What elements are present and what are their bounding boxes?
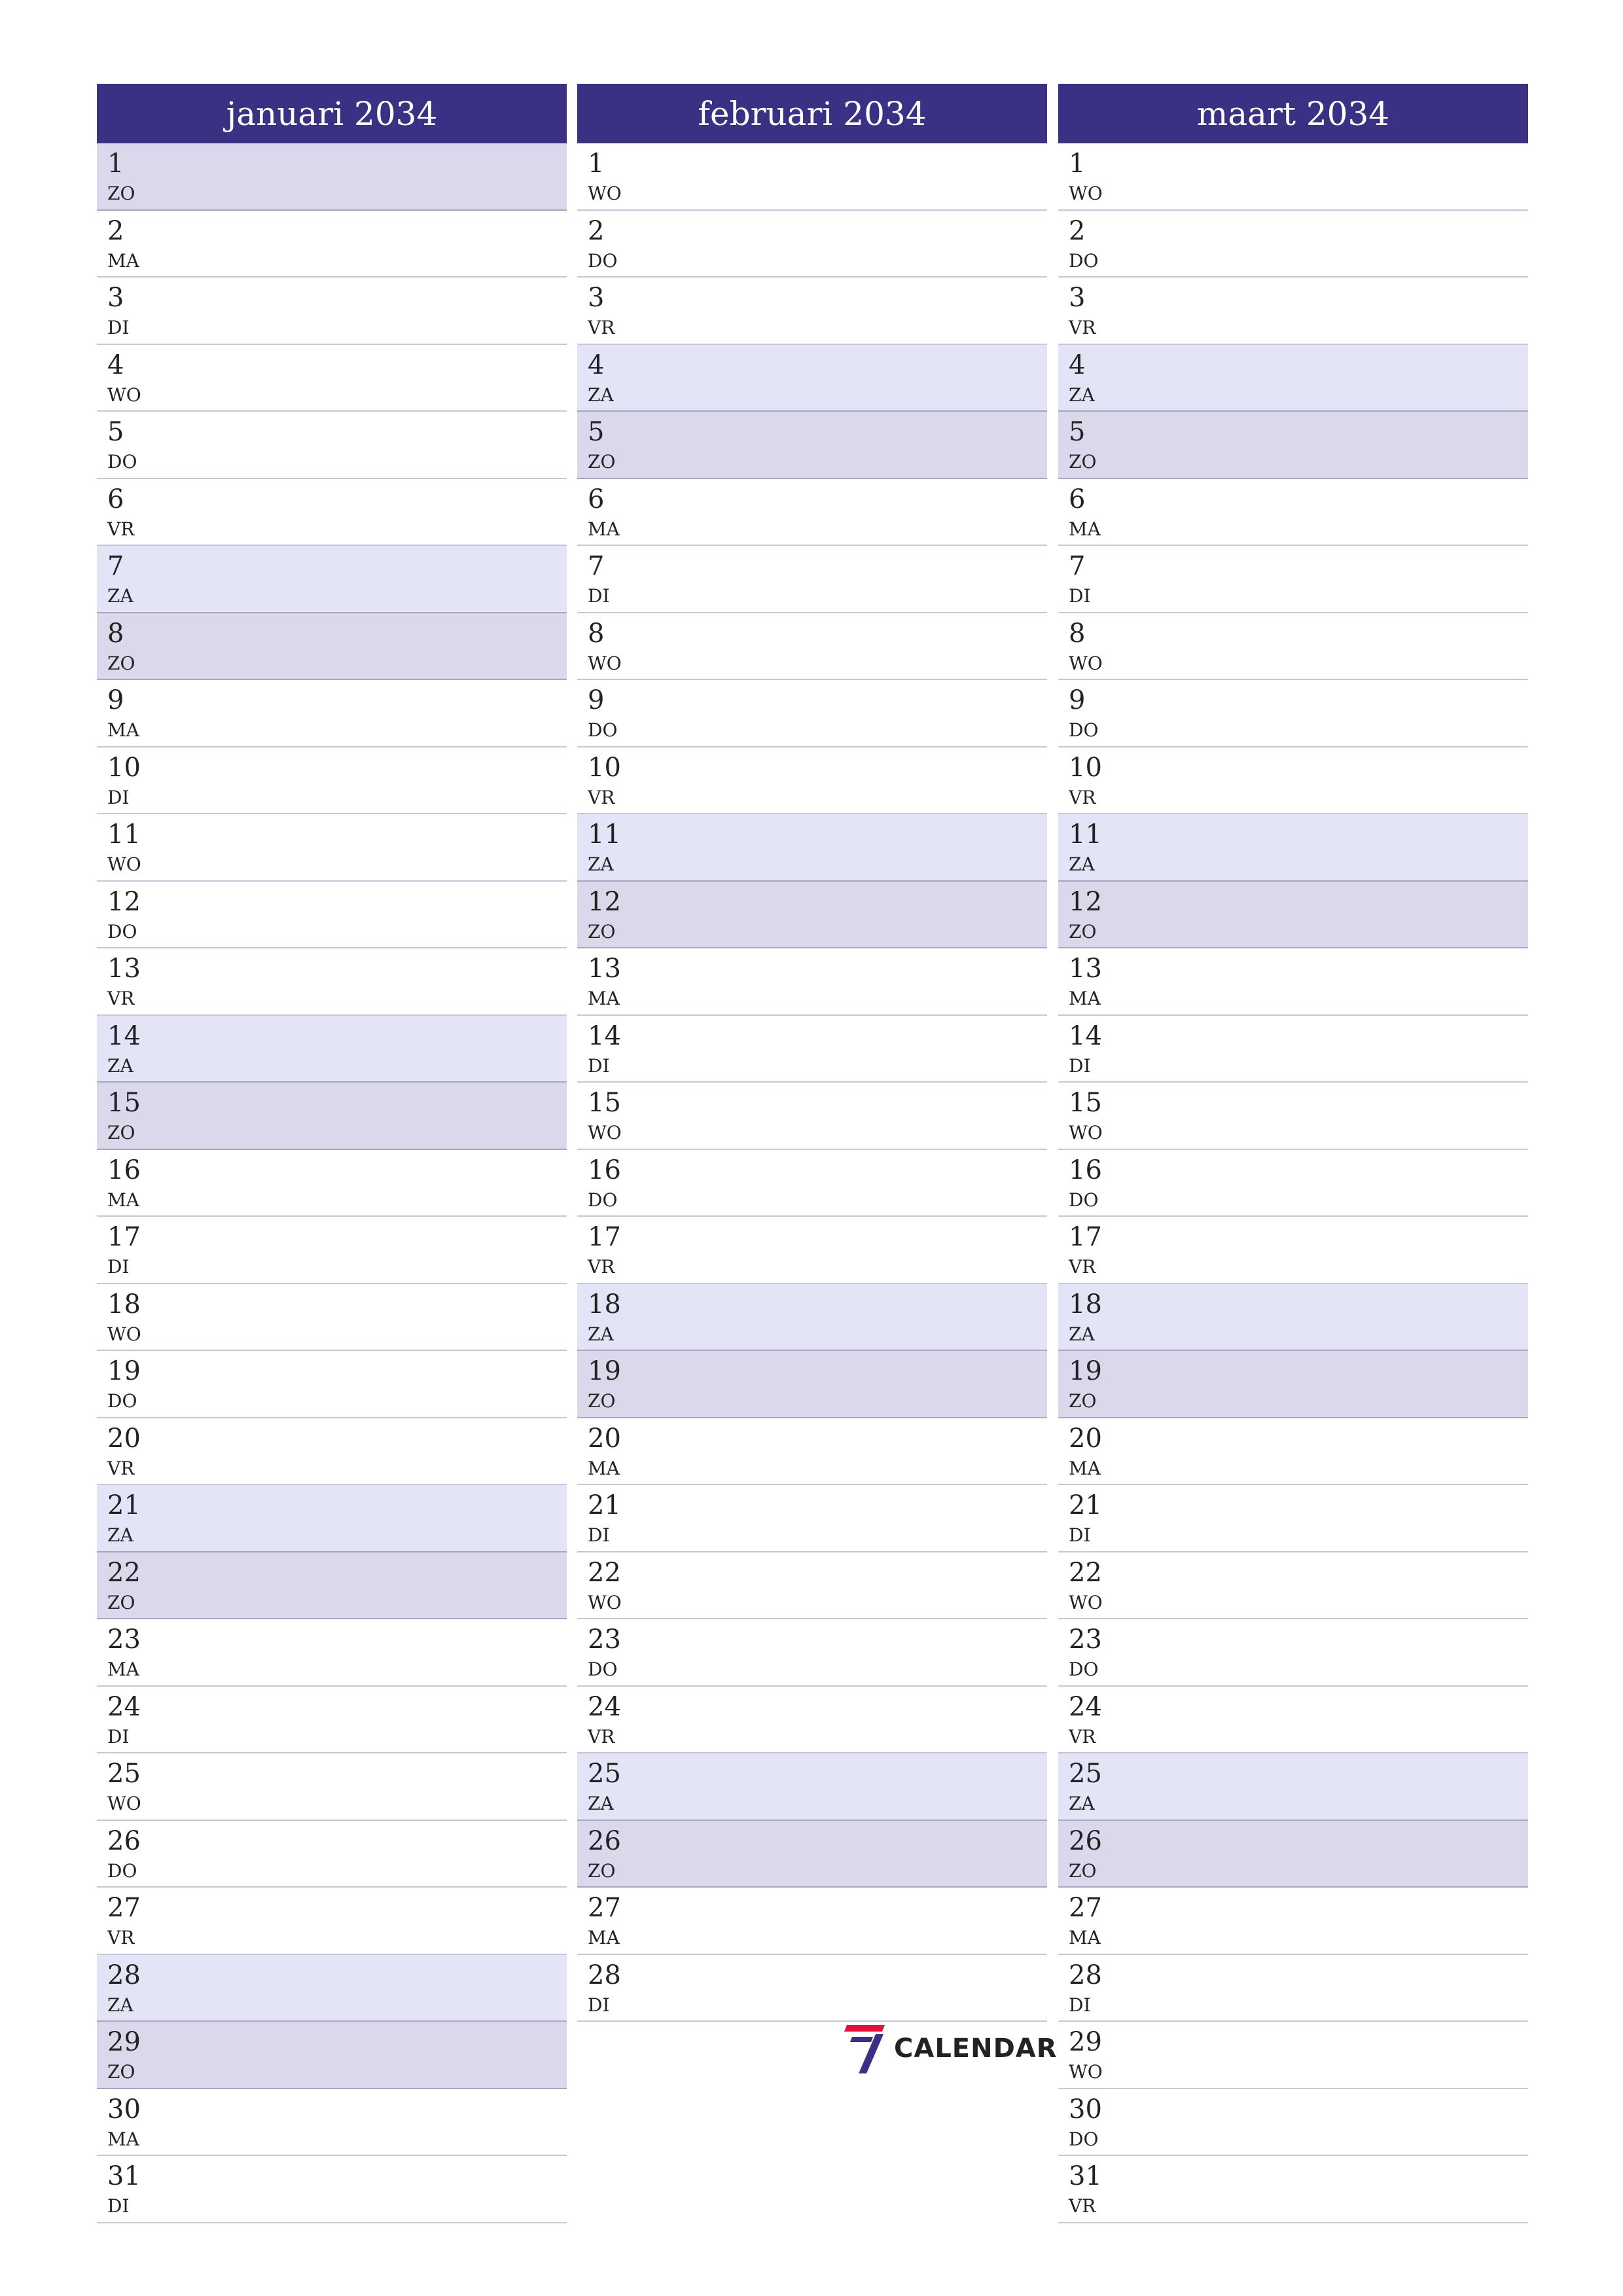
day-row (1058, 1485, 1528, 1552)
weekday-label: DI (1069, 1054, 1091, 1077)
day-number: 23 (588, 1624, 621, 1655)
day-number: 26 (1069, 1825, 1102, 1856)
day-row (577, 814, 1047, 882)
day-number: 16 (1069, 1155, 1102, 1185)
day-row (1058, 211, 1528, 278)
weekday-label: DO (1069, 719, 1099, 741)
day-row (577, 613, 1047, 681)
weekday-label: ZA (107, 1524, 134, 1546)
day-number: 12 (107, 886, 141, 917)
day-number: 12 (588, 886, 621, 917)
day-row (1058, 278, 1528, 345)
weekday-label: DO (107, 451, 137, 473)
day-number: 25 (1069, 1759, 1102, 1789)
day-number: 3 (107, 283, 124, 313)
weekday-label: VR (107, 1927, 135, 1948)
day-number: 13 (1069, 954, 1102, 984)
day-number: 28 (588, 1960, 621, 1990)
day-row (577, 1687, 1047, 1754)
day-row (97, 1016, 567, 1083)
day-number: 8 (1069, 618, 1086, 649)
day-row (1058, 345, 1528, 412)
weekday-label: MA (1069, 988, 1101, 1009)
weekday-label: MA (588, 1927, 620, 1948)
day-number: 5 (1069, 417, 1086, 447)
weekday-label: ZA (1069, 1793, 1095, 1814)
day-row (1058, 1083, 1528, 1150)
day-row (577, 412, 1047, 479)
weekday-label: WO (1069, 1122, 1103, 1143)
weekday-label: ZA (107, 1054, 134, 1077)
weekday-label: VR (1069, 1256, 1096, 1278)
day-number: 3 (1069, 283, 1086, 313)
day-number: 14 (1069, 1020, 1102, 1051)
logo-text: CALENDAR (894, 2034, 1058, 2064)
month-column-januari (97, 84, 567, 2223)
day-row (577, 1821, 1047, 1888)
day-row (97, 1753, 567, 1821)
day-number: 7 (1069, 551, 1086, 581)
weekday-label: DO (588, 1659, 618, 1680)
day-number: 30 (107, 2094, 141, 2125)
day-row (97, 882, 567, 949)
weekday-label: VR (588, 317, 615, 338)
day-number: 22 (588, 1557, 621, 1588)
month-header: januari 2034 (97, 84, 567, 143)
day-number: 10 (1069, 752, 1102, 783)
weekday-label: ZO (107, 183, 135, 204)
day-number: 4 (1069, 350, 1086, 380)
weekday-label: VR (588, 786, 615, 808)
day-number: 22 (1069, 1557, 1102, 1588)
day-row (577, 1016, 1047, 1083)
day-number: 16 (588, 1155, 621, 1185)
weekday-label: ZO (1069, 451, 1097, 473)
day-number: 18 (107, 1289, 141, 1319)
day-number: 19 (1069, 1356, 1102, 1386)
brand-logo (844, 2022, 1058, 2075)
day-number: 17 (107, 1222, 141, 1252)
weekday-label: DO (1069, 1659, 1099, 1680)
weekday-label: DI (107, 2195, 130, 2217)
day-row (97, 613, 567, 681)
day-number: 19 (588, 1356, 621, 1386)
day-number: 4 (107, 350, 124, 380)
weekday-label: DI (1069, 1994, 1091, 2016)
weekday-label: DI (107, 1256, 130, 1278)
day-number: 25 (107, 1759, 141, 1789)
day-number: 21 (1069, 1490, 1102, 1520)
weekday-label: DI (107, 786, 130, 808)
day-row (1058, 1284, 1528, 1352)
weekday-label: WO (107, 1323, 141, 1345)
weekday-label: WO (1069, 183, 1103, 204)
day-row (577, 479, 1047, 547)
weekday-label: MA (1069, 1927, 1101, 1948)
weekday-label: MA (107, 1189, 139, 1211)
day-row (577, 1418, 1047, 1486)
weekday-label: WO (588, 652, 622, 674)
weekday-label: WO (1069, 652, 1103, 674)
weekday-label: MA (107, 249, 139, 272)
weekday-label: MA (107, 1659, 139, 1680)
weekday-label: DO (107, 1390, 137, 1412)
day-row (1058, 479, 1528, 547)
day-number: 11 (1069, 819, 1102, 850)
weekday-label: ZO (1069, 1859, 1097, 1882)
day-row (577, 1284, 1047, 1352)
day-number: 24 (588, 1691, 621, 1722)
month-column-februari (577, 84, 1047, 2022)
weekday-label: DO (588, 719, 618, 741)
day-row (97, 1619, 567, 1687)
weekday-label: ZO (588, 1390, 616, 1412)
weekday-label: DO (107, 920, 137, 942)
weekday-label: ZA (1069, 1323, 1095, 1345)
day-number: 21 (588, 1490, 621, 1520)
day-row (577, 1955, 1047, 2022)
day-row (97, 1217, 567, 1284)
day-number: 2 (1069, 215, 1086, 246)
day-row (577, 882, 1047, 949)
weekday-label: DI (588, 1524, 610, 1546)
day-row (97, 412, 567, 479)
day-row (1058, 680, 1528, 747)
day-row (577, 278, 1047, 345)
weekday-label: ZO (107, 1122, 135, 1143)
day-row (1058, 1552, 1528, 1620)
weekday-label: MA (107, 719, 139, 741)
day-number: 11 (107, 819, 141, 850)
weekday-label: VR (1069, 786, 1096, 808)
day-number: 6 (107, 484, 124, 514)
day-row (577, 1217, 1047, 1284)
weekday-label: VR (107, 518, 135, 540)
weekday-label: DO (107, 1859, 137, 1882)
day-row (577, 345, 1047, 412)
day-row (97, 1821, 567, 1888)
day-number: 2 (107, 215, 124, 246)
weekday-label: VR (1069, 1725, 1096, 1748)
day-row (97, 1418, 567, 1486)
day-row (1058, 1687, 1528, 1754)
day-number: 27 (1069, 1893, 1102, 1923)
day-number: 13 (107, 954, 141, 984)
day-row (97, 1351, 567, 1418)
day-number: 29 (107, 2027, 141, 2057)
day-row (97, 1284, 567, 1352)
weekday-label: ZA (588, 853, 614, 875)
day-number: 5 (588, 417, 605, 447)
weekday-label: DI (1069, 585, 1091, 607)
day-row (1058, 747, 1528, 815)
day-number: 18 (1069, 1289, 1102, 1319)
month-header: maart 2034 (1058, 84, 1528, 143)
day-row (97, 1485, 567, 1552)
day-number: 7 (588, 551, 605, 581)
day-number: 14 (107, 1020, 141, 1051)
day-number: 20 (588, 1423, 621, 1454)
day-number: 16 (107, 1155, 141, 1185)
day-row (1058, 882, 1528, 949)
day-number: 20 (107, 1423, 141, 1454)
weekday-label: DO (1069, 1189, 1099, 1211)
weekday-label: WO (107, 853, 141, 875)
weekday-label: DI (588, 1054, 610, 1077)
weekday-label: ZO (107, 2061, 135, 2083)
day-number: 25 (588, 1759, 621, 1789)
weekday-label: WO (1069, 2061, 1103, 2083)
weekday-label: WO (588, 1591, 622, 1613)
day-row (97, 1955, 567, 2022)
weekday-label: ZO (1069, 1390, 1097, 1412)
day-row (577, 1888, 1047, 1955)
day-row (1058, 2089, 1528, 2157)
day-row (577, 1083, 1047, 1150)
weekday-label: DO (588, 249, 618, 272)
day-number: 4 (588, 350, 605, 380)
weekday-label: DI (588, 585, 610, 607)
day-number: 5 (107, 417, 124, 447)
day-number: 6 (588, 484, 605, 514)
weekday-label: ZO (588, 1859, 616, 1882)
day-row (97, 345, 567, 412)
day-row (1058, 814, 1528, 882)
day-number: 6 (1069, 484, 1086, 514)
day-row (97, 1687, 567, 1754)
day-number: 14 (588, 1020, 621, 1051)
day-number: 20 (1069, 1423, 1102, 1454)
weekday-label: DI (1069, 1524, 1091, 1546)
day-number: 28 (107, 1960, 141, 1990)
day-row (97, 1888, 567, 1955)
day-row (577, 680, 1047, 747)
day-number: 28 (1069, 1960, 1102, 1990)
day-number: 24 (107, 1691, 141, 1722)
day-row (577, 211, 1047, 278)
weekday-label: ZO (107, 1591, 135, 1613)
day-number: 8 (107, 618, 124, 649)
weekday-label: ZA (588, 384, 614, 406)
day-number: 10 (588, 752, 621, 783)
day-row (1058, 2022, 1528, 2089)
day-row (1058, 1955, 1528, 2022)
day-number: 17 (1069, 1222, 1102, 1252)
day-row (1058, 1150, 1528, 1217)
day-number: 26 (107, 1825, 141, 1856)
day-number: 1 (1069, 149, 1086, 179)
day-list (97, 143, 567, 2223)
weekday-label: VR (1069, 2195, 1096, 2217)
day-number: 19 (107, 1356, 141, 1386)
weekday-label: DI (107, 1725, 130, 1748)
day-row (577, 1150, 1047, 1217)
weekday-label: VR (1069, 317, 1096, 338)
day-number: 12 (1069, 886, 1102, 917)
day-number: 1 (107, 149, 124, 179)
weekday-label: VR (107, 988, 135, 1009)
weekday-label: ZA (1069, 853, 1095, 875)
weekday-label: WO (588, 183, 622, 204)
day-row (97, 680, 567, 747)
weekday-label: ZO (588, 451, 616, 473)
day-number: 24 (1069, 1691, 1102, 1722)
weekday-label: MA (1069, 518, 1101, 540)
day-number: 15 (1069, 1088, 1102, 1118)
day-row (1058, 1351, 1528, 1418)
weekday-label: WO (107, 384, 141, 406)
day-row (577, 546, 1047, 613)
day-number: 26 (588, 1825, 621, 1856)
day-row (1058, 1418, 1528, 1486)
day-list (577, 143, 1047, 2022)
month-column-maart (1058, 84, 1528, 2223)
day-row (97, 1552, 567, 1620)
day-row (1058, 1753, 1528, 1821)
weekday-label: ZA (107, 1994, 134, 2016)
day-number: 9 (1069, 685, 1086, 715)
day-number: 23 (1069, 1624, 1102, 1655)
weekday-label: DO (1069, 249, 1099, 272)
day-number: 8 (588, 618, 605, 649)
weekday-label: ZA (588, 1323, 614, 1345)
weekday-label: VR (588, 1725, 615, 1748)
day-number: 23 (107, 1624, 141, 1655)
weekday-label: ZA (107, 585, 134, 607)
day-number: 31 (107, 2161, 141, 2191)
weekday-label: WO (107, 1793, 141, 1814)
weekday-label: WO (588, 1122, 622, 1143)
day-row (97, 479, 567, 547)
day-row (97, 814, 567, 882)
day-row (1058, 1821, 1528, 1888)
day-row (577, 1552, 1047, 1620)
day-number: 17 (588, 1222, 621, 1252)
weekday-label: DO (1069, 2128, 1099, 2150)
day-number: 1 (588, 149, 605, 179)
weekday-label: MA (588, 1457, 620, 1479)
day-row (97, 2156, 567, 2223)
month-header: februari 2034 (577, 84, 1047, 143)
day-row (1058, 1016, 1528, 1083)
day-row (1058, 1619, 1528, 1687)
day-number: 7 (107, 551, 124, 581)
day-number: 9 (588, 685, 605, 715)
weekday-label: ZO (107, 652, 135, 674)
day-row (577, 948, 1047, 1016)
day-number: 13 (588, 954, 621, 984)
day-row (97, 1150, 567, 1217)
day-row (1058, 546, 1528, 613)
day-row (577, 747, 1047, 815)
day-row (1058, 1217, 1528, 1284)
weekday-label: MA (1069, 1457, 1101, 1479)
weekday-label: ZO (1069, 920, 1097, 942)
day-row (1058, 948, 1528, 1016)
day-list (1058, 143, 1528, 2223)
day-row (97, 948, 567, 1016)
day-number: 2 (588, 215, 605, 246)
day-number: 11 (588, 819, 621, 850)
day-row (97, 747, 567, 815)
day-number: 30 (1069, 2094, 1102, 2125)
weekday-label: DI (107, 317, 130, 338)
day-number: 18 (588, 1289, 621, 1319)
day-number: 22 (107, 1557, 141, 1588)
day-number: 27 (107, 1893, 141, 1923)
weekday-label: ZO (588, 920, 616, 942)
day-number: 9 (107, 685, 124, 715)
day-row (577, 1619, 1047, 1687)
seven-logo-icon (844, 2022, 886, 2075)
day-row (97, 1083, 567, 1150)
day-number: 15 (107, 1088, 141, 1118)
day-number: 29 (1069, 2027, 1102, 2057)
weekday-label: WO (1069, 1591, 1103, 1613)
weekday-label: MA (107, 2128, 139, 2150)
day-row (97, 546, 567, 613)
weekday-label: ZA (1069, 384, 1095, 406)
day-number: 3 (588, 283, 605, 313)
weekday-label: VR (588, 1256, 615, 1278)
day-row (97, 278, 567, 345)
day-row (1058, 613, 1528, 681)
day-row (97, 211, 567, 278)
day-row (97, 143, 567, 211)
weekday-label: DI (588, 1994, 610, 2016)
day-number: 21 (107, 1490, 141, 1520)
weekday-label: MA (588, 518, 620, 540)
day-row (577, 143, 1047, 211)
day-row (1058, 2156, 1528, 2223)
weekday-label: ZA (588, 1793, 614, 1814)
day-number: 10 (107, 752, 141, 783)
day-row (97, 2089, 567, 2157)
day-row (1058, 412, 1528, 479)
day-row (97, 2022, 567, 2089)
day-row (1058, 143, 1528, 211)
weekday-label: VR (107, 1457, 135, 1479)
day-row (1058, 1888, 1528, 1955)
day-number: 27 (588, 1893, 621, 1923)
day-row (577, 1485, 1047, 1552)
weekday-label: DO (588, 1189, 618, 1211)
weekday-label: MA (588, 988, 620, 1009)
day-number: 15 (588, 1088, 621, 1118)
day-row (577, 1351, 1047, 1418)
day-number: 31 (1069, 2161, 1102, 2191)
day-row (577, 1753, 1047, 1821)
